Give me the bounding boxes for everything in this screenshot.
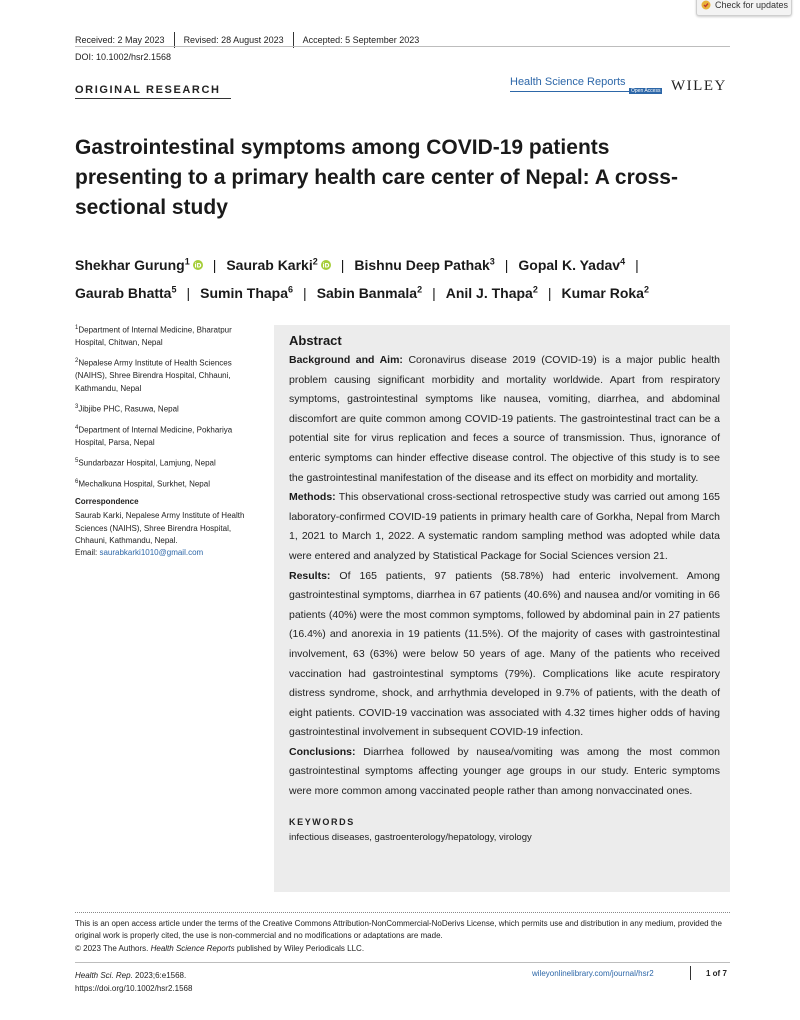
check-updates-label: Check for updates bbox=[715, 0, 789, 10]
citation-doi-link[interactable]: https://doi.org/10.1002/hsr2.1568 bbox=[75, 984, 193, 993]
author-affiliation-number: 6 bbox=[288, 284, 294, 295]
author-separator: | bbox=[504, 256, 509, 273]
revised-date: Revised: 28 August 2023 bbox=[183, 35, 284, 45]
author[interactable] bbox=[317, 285, 422, 301]
author-affiliation-number: 2 bbox=[532, 284, 538, 295]
author-affiliation-number: 2 bbox=[312, 256, 318, 266]
abstract-results bbox=[289, 567, 720, 743]
correspondence-heading: Correspondence bbox=[75, 497, 139, 506]
license-text: This is an open access article under the terms of the Creative Commons Attribution-NonCommercial-NoDerivs License, which permits use and distribution in any medium, provided the original work is properly cited, the use is non-commercial and no modifications or adaptations are made. bbox=[75, 919, 722, 941]
author[interactable] bbox=[354, 257, 494, 273]
orcid-icon[interactable] bbox=[321, 260, 331, 270]
abstract-background bbox=[289, 351, 720, 488]
author-separator: | bbox=[303, 285, 307, 302]
author[interactable] bbox=[75, 285, 176, 301]
author-affiliation-number: 5 bbox=[171, 284, 177, 295]
affiliation-number: 6 bbox=[75, 478, 79, 485]
affiliation bbox=[75, 455, 265, 470]
author[interactable] bbox=[200, 285, 293, 301]
affiliation-number: 2 bbox=[75, 358, 79, 365]
footer-rule bbox=[75, 962, 730, 963]
methods-text: This observational cross-sectional retrospective study was carried out among 165 laboratory-confirmed COVID-19 patients in primary health care of Gorkha, Nepal from March 1, 2021 to March 1, 2022. A systematic random sampling method was adopted while data were entered and analyzed by Statistical Package for Social Sciences version 21. bbox=[289, 491, 720, 562]
footer-divider bbox=[690, 966, 691, 980]
results-text: Of 165 patients, 97 patients (58.78%) had enteric involvement. Among gastrointestinal symptoms, diarrhea in 67 patients (40.6%) and nausea and/or vomiting in 66 patients (40%) were the most common symptoms, followed by abdominal pain in 27 patients (16.4%) and anorexia in 19 patients (11.5%). Of the majority of cases with gastrointestinal involvement, 63 (63%) were below 50 years of age. Many of the patients who received vaccination had gastrointestinal symptoms (79%). Complications like acute respiratory distress syndrome, shock, and arrhythmia developed in 9.7% of patients, with the death of eight patients. COVID-19 vaccination was associated with 4.32 times higher odds of having gastrointestinal involvement in subsequent COVID-19 infection. bbox=[289, 569, 721, 739]
abstract-heading: Abstract bbox=[289, 333, 342, 348]
crossmark-icon bbox=[701, 0, 711, 10]
orcid-icon[interactable] bbox=[193, 260, 203, 270]
citation-journal: Health Sci. Rep. bbox=[75, 971, 133, 980]
affiliation-number: 1 bbox=[75, 325, 79, 331]
author[interactable] bbox=[518, 257, 625, 273]
section-label: ORIGINAL RESEARCH bbox=[75, 84, 221, 96]
accepted-date: Accepted: 5 September 2023 bbox=[302, 35, 420, 45]
affiliation-text: Jibjibe PHC, Rasuwa, Nepal bbox=[78, 404, 179, 414]
header-rule bbox=[75, 46, 730, 47]
open-access-badge: Open Access bbox=[631, 88, 661, 94]
author-separator: | bbox=[635, 256, 639, 273]
correspondence-email-link[interactable]: saurabkarki1010@gmail.com bbox=[99, 548, 204, 558]
affiliation-number: 5 bbox=[75, 458, 79, 464]
conclusions-text: Diarrhea followed by nausea/vomiting was among the most common gastrointestinal symptoms affecting younger age groups in our study. Enteric symptoms were more common among vaccinated people rather than among nonvaccinated ones. bbox=[289, 745, 720, 798]
correspondence bbox=[75, 496, 265, 559]
check-for-updates-button[interactable] bbox=[696, 0, 792, 16]
author-separator: | bbox=[432, 285, 436, 302]
author-name: Kumar Roka bbox=[561, 285, 644, 302]
author[interactable] bbox=[226, 257, 330, 273]
affiliation-number: 4 bbox=[75, 424, 79, 431]
author-list bbox=[75, 249, 735, 306]
email-label: Email: bbox=[75, 548, 98, 558]
abstract-methods bbox=[289, 488, 720, 566]
affiliation bbox=[75, 401, 265, 416]
author-affiliation-number: 3 bbox=[489, 256, 495, 266]
background-text: Coronavirus disease 2019 (COVID-19) is a major public health problem causing significant morbidity and mortality worldwide. Apart from respiratory symptoms, gastrointestinal symptoms like nausea, vomiting, diarrhea, and abdominal discomfort are quite common among COVID-19 patients. The gastrointestinal tract can be a potential site for virus replication and feces a source of transmission. Thus, ignorance of enteric symptoms can hinder effective disease control. The objective of this study is to see the gastrointestinal manifestation of the disease and its effect on morbidity and mortality. bbox=[289, 354, 721, 484]
affiliation bbox=[75, 422, 265, 449]
received-date: Received: 2 May 2023 bbox=[75, 35, 165, 45]
footer-citation bbox=[75, 969, 192, 995]
affiliation bbox=[75, 355, 265, 395]
author-separator: | bbox=[186, 285, 191, 302]
journal-site-link[interactable]: wileyonlinelibrary.com/journal/hsr2 bbox=[532, 969, 654, 978]
author-name: Sumin Thapa bbox=[200, 285, 289, 302]
abstract-conclusions bbox=[289, 743, 720, 802]
author-affiliation-number: 4 bbox=[620, 256, 626, 266]
author-name: Shekhar Gurung bbox=[75, 256, 185, 273]
affiliation bbox=[75, 476, 265, 491]
author[interactable] bbox=[75, 257, 203, 273]
affiliation-text: Department of Internal Medicine, Bharatpur Hospital, Chitwan, Nepal bbox=[75, 325, 232, 347]
citation-details: 2023;6:e1568. bbox=[135, 971, 187, 980]
author-separator: | bbox=[340, 256, 345, 273]
affiliation-text: Nepalese Army Institute of Health Sciences (NAIHS), Shree Birendra Hospital, Chhauni, Kathmandu, Nepal bbox=[75, 358, 232, 393]
copyright-suffix: published by Wiley Periodicals LLC. bbox=[236, 943, 365, 953]
section-label-underline bbox=[75, 98, 231, 99]
article-doi: DOI: 10.1002/hsr2.1568 bbox=[75, 52, 172, 62]
author-separator: | bbox=[547, 285, 552, 302]
license-divider bbox=[75, 912, 730, 913]
author-affiliation-number: 1 bbox=[184, 256, 190, 266]
author-name: Bishnu Deep Pathak bbox=[354, 256, 490, 273]
copyright-journal: Health Science Reports bbox=[150, 943, 235, 953]
author-name: Anil J. Thapa bbox=[445, 285, 533, 302]
affiliation-text: Sundarbazar Hospital, Lamjung, Nepal bbox=[78, 458, 216, 468]
keywords: infectious diseases, gastroenterology/hepatology, virology bbox=[289, 831, 532, 843]
author-separator: | bbox=[212, 256, 217, 273]
results-label: Results: bbox=[289, 569, 331, 582]
abstract-box bbox=[274, 325, 730, 892]
author-affiliation-number: 2 bbox=[417, 284, 423, 295]
affiliations bbox=[75, 322, 265, 497]
affiliation-number: 3 bbox=[75, 403, 79, 410]
correspondence-text: Saurab Karki, Nepalese Army Institute of Health Sciences (NAIHS), Shree Birendra Hospital, Chhauni, Kathmandu, Nepal. bbox=[75, 511, 245, 545]
page-number: 1 of 7 bbox=[706, 969, 727, 978]
svg-text:iD: iD bbox=[194, 262, 202, 270]
keywords-heading: KEYWORDS bbox=[289, 816, 355, 827]
journal-logo[interactable]: Health Science Reports bbox=[510, 76, 626, 88]
license-notice bbox=[75, 918, 735, 955]
author[interactable] bbox=[446, 285, 538, 301]
background-label: Background and Aim: bbox=[289, 354, 403, 366]
article-title: Gastrointestinal symptoms among COVID-19 patients presenting to a primary health care center of Nepal: A cross-sectional study bbox=[75, 136, 678, 219]
author-name: Gopal K. Yadav bbox=[518, 256, 621, 273]
affiliation-text: Mechalkuna Hospital, Surkhet, Nepal bbox=[78, 479, 210, 489]
conclusions-label: Conclusions: bbox=[289, 745, 356, 758]
svg-text:iD: iD bbox=[322, 262, 330, 270]
author[interactable] bbox=[562, 285, 649, 301]
author-name: Sabin Banmala bbox=[316, 285, 418, 302]
author-affiliation-number: 2 bbox=[643, 284, 649, 295]
author-name: Saurab Karki bbox=[226, 256, 313, 273]
affiliation-text: Department of Internal Medicine, Pokhariya Hospital, Parsa, Nepal bbox=[75, 425, 233, 447]
copyright-prefix: © 2023 The Authors. bbox=[75, 943, 149, 953]
publisher-logo[interactable]: WILEY bbox=[671, 78, 727, 94]
methods-label: Methods: bbox=[289, 491, 336, 504]
author-name: Gaurab Bhatta bbox=[75, 285, 172, 302]
affiliation bbox=[75, 322, 265, 349]
